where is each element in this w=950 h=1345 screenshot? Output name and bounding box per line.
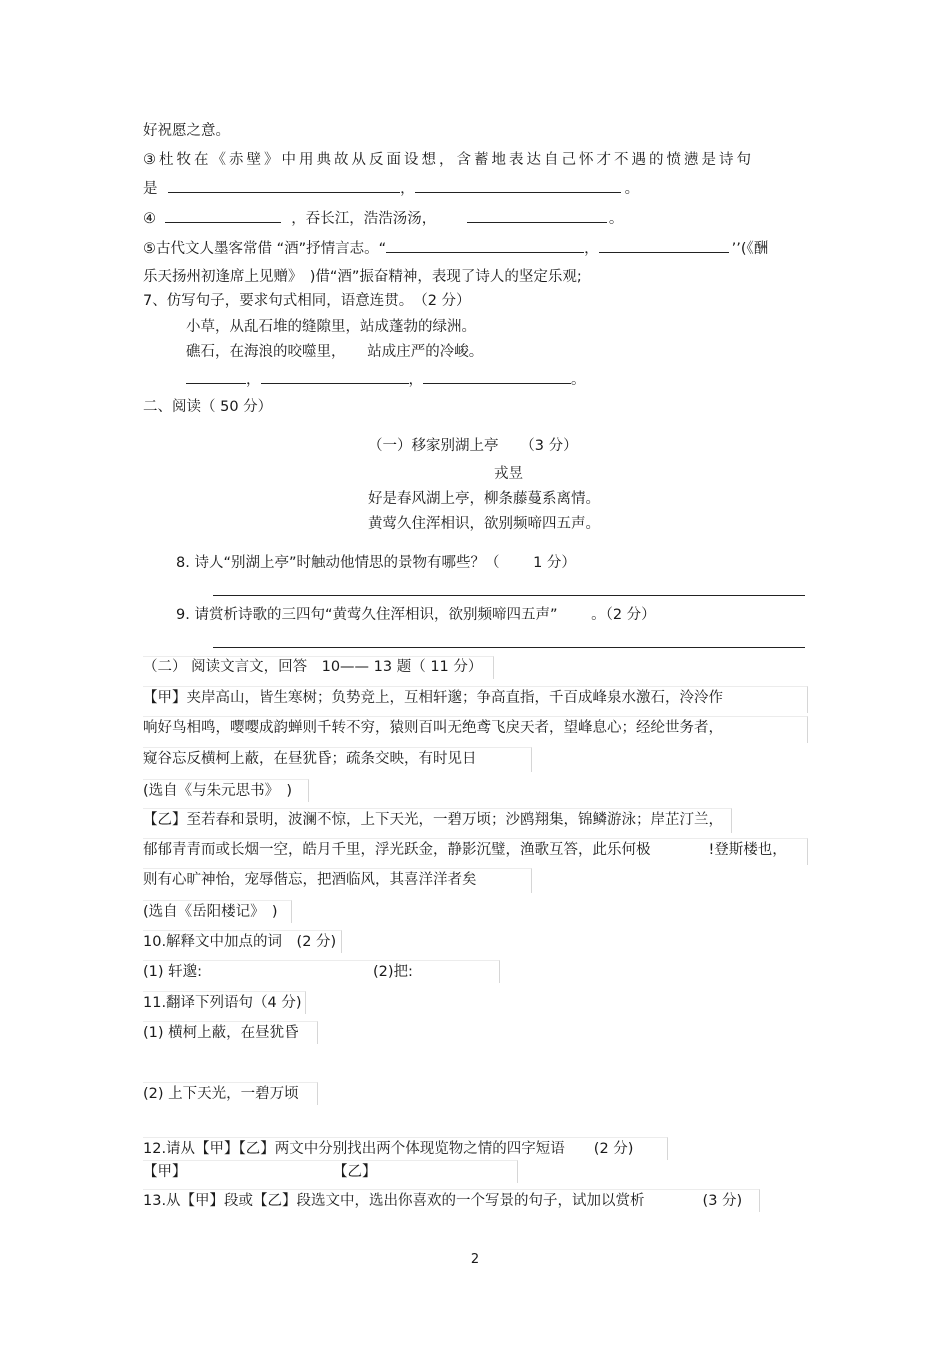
q4-mid: ，吞长江，浩浩汤汤，	[291, 211, 437, 227]
q7-end: 。	[571, 372, 586, 388]
q5-line-a	[143, 238, 768, 258]
jia-line-3: 窥谷忘反横柯上蔽，在昼犹昏；疏条交映，有时见日	[143, 751, 477, 767]
poem-author: 戎昱	[494, 466, 523, 482]
jia-line-1: 【甲】夹岸高山，皆生寒树；负势竞上，互相轩邈；争高直指，千百成峰泉水激石，泠泠作	[143, 690, 723, 706]
q5-blank-2[interactable]	[599, 238, 729, 253]
jia-line-2: 响好鸟相鸣，嘤嘤成韵蝉则千转不穷，猿则百叫无绝鸢飞戾天者，望峰息心；经纶世务者，	[143, 720, 723, 736]
yi-line-2: 郁郁青青而或长烟一空，皓月千里，浮光跃金，静影沉璧，渔歌互答，此乐何极 !登斯楼也，	[143, 842, 787, 858]
q3-comma: ，	[400, 181, 415, 197]
q3-blank-1[interactable]	[168, 178, 400, 193]
q4-line	[143, 208, 623, 228]
q10-item-1: (1) 轩邈:	[143, 964, 203, 980]
q3-end: 。	[624, 181, 640, 197]
q12-jia: 【甲】	[143, 1164, 187, 1180]
yi-line-1: 【乙】至若春和景明，波澜不惊，上下天光，一碧万顷；沙鸥翔集，锦鳞游泳；岸芷汀兰，	[143, 812, 723, 828]
page-number: 2	[470, 1252, 480, 1267]
q12-yi: 【乙】	[333, 1164, 377, 1180]
q12-answer-box	[143, 1160, 518, 1183]
q4-prefix: ④	[143, 211, 156, 227]
poem-heading: （一）移家别湖上亭 （3 分）	[368, 438, 578, 454]
q5-comma: ，	[584, 241, 599, 257]
q10-item-2: (2)把:	[373, 964, 413, 980]
yi-source: (选自《岳阳楼记》 )	[143, 904, 278, 920]
poem-line-1: 好是春风湖上亭，柳条藤蔓系离情。	[368, 491, 600, 507]
q3-line-a: ③杜牧在《赤壁》中用典故从反面设想，含蓄地表达自己怀才不遇的愤懑是诗句	[143, 152, 754, 168]
q7-example-2: 礁石，在海浪的咬噬里， 站成庄严的冷峻。	[186, 344, 484, 360]
q5-blank-1[interactable]	[386, 238, 584, 253]
q5-line-b: 乐天扬州初逢席上见赠》 )借“酒”振奋精神，表现了诗人的坚定乐观;	[143, 269, 582, 285]
q7-title: 7、仿写句子，要求句式相同，语意连贯。 （2 分）	[143, 293, 471, 309]
q5-prefix: ⑤古代文人墨客常借 “酒”抒情言志。“	[143, 241, 387, 257]
part3-heading: （二） 阅读文言文，回答 10—— 13 题（ 11 分）	[143, 659, 483, 675]
q7-blank-2[interactable]	[261, 369, 409, 384]
q11-item-2: (2) 上下天光，一碧万顷	[143, 1086, 299, 1102]
q4-blank-1[interactable]	[165, 208, 281, 223]
q7-sep-1: ，	[246, 372, 261, 388]
text-wish: 好祝愿之意。	[143, 123, 230, 139]
section-title-reading: 二、阅读（ 50 分）	[143, 399, 273, 415]
q7-sep-2: ，	[408, 372, 423, 388]
q7-example-1: 小草，从乱石堆的缝隙里，站成蓬勃的绿洲。	[186, 319, 476, 335]
question-12: 12.请从【甲】【乙】两文中分别找出两个体现览物之情的四字短语 (2 分)	[143, 1141, 634, 1157]
q11-item-1: (1) 横柯上蔽，在昼犹昏	[143, 1025, 299, 1041]
q5-quote: ’’(《酬	[731, 241, 769, 257]
q3-blank-2[interactable]	[415, 178, 621, 193]
question-13: 13.从【甲】段或【乙】段选文中，选出你喜欢的一个写景的句子，试加以赏析 (3 分)	[143, 1193, 743, 1209]
question-8: 8. 诗人“别湖上亭”时触动他情思的景物有哪些？（ 1 分）	[176, 555, 576, 571]
question-9: 9. 请赏析诗歌的三四句“黄莺久住浑相识，欲别频啼四五声” 。（2 分）	[176, 607, 656, 623]
poem-line-2: 黄莺久住浑相识，欲别频啼四五声。	[368, 516, 600, 532]
jia-source: (选自《与朱元思书》 )	[143, 783, 293, 799]
q8-answer-line[interactable]	[213, 595, 805, 596]
q4-blank-2[interactable]	[467, 208, 607, 223]
q3-prefix: 是	[143, 181, 158, 197]
q9-answer-line[interactable]	[213, 647, 805, 648]
q7-blank-1[interactable]	[186, 369, 246, 384]
q7-answer-line	[186, 369, 586, 389]
question-10: 10.解释文中加点的词 (2 分)	[143, 934, 337, 950]
q7-blank-3[interactable]	[423, 369, 571, 384]
q3-line-b	[143, 178, 639, 198]
question-11: 11.翻译下列语句（4 分)	[143, 995, 302, 1011]
yi-line-3: 则有心旷神怡，宠辱偕忘，把酒临风，其喜洋洋者矣	[143, 872, 477, 888]
q4-end: 。	[608, 211, 624, 227]
